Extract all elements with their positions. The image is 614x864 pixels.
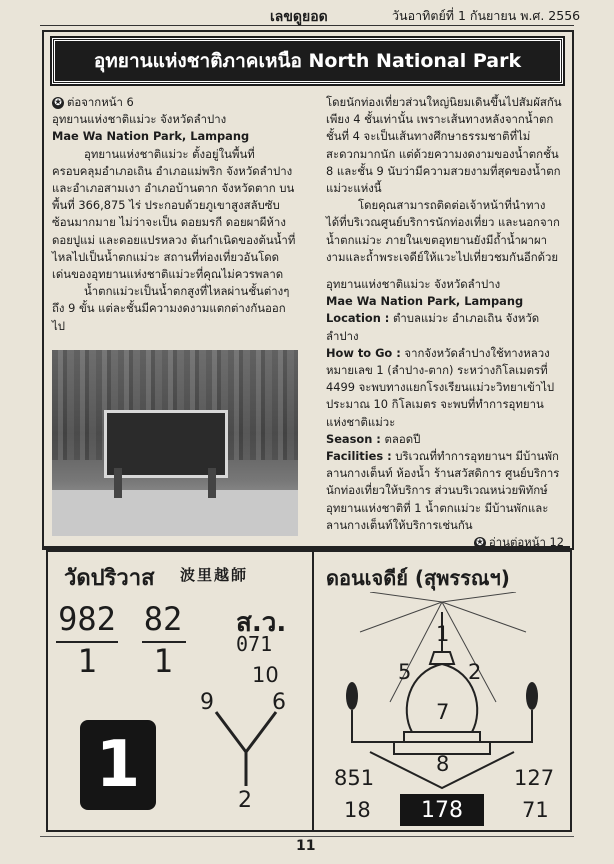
y-number-left: 9 [200, 690, 214, 715]
fraction-numerator: 82 [143, 600, 183, 638]
continued-to: อ่านต่อหน้า 12 [488, 535, 564, 550]
header-divider [40, 25, 574, 26]
waterfall-sign-photo [52, 350, 298, 536]
location-text: ตำบลแม่วะ อำเภอเถิน จังหวัดลำปาง [326, 311, 540, 343]
chedi-number-center: 7 [436, 700, 450, 724]
star-icon: ✪ [52, 97, 64, 109]
fraction-numerator: 982 [58, 600, 116, 638]
bottom-number-left: 18 [344, 798, 371, 822]
sw-number: 071 [236, 632, 273, 656]
chedi-number-bottom-left: 851 [334, 766, 375, 790]
chedi-number-top: 1 [436, 622, 450, 646]
subtitle-english: Mae Wa Nation Park, Lampang [326, 294, 524, 309]
paragraph: น้ำตกแม่วะเป็นน้ำตกสูงที่ไหลผ่านชั้นต่างๆ ถึง 9 ขั้น แต่ละชั้นมีความงดงามแตกต่างกันออกไป [52, 284, 290, 333]
sign-post [208, 468, 216, 498]
chedi-number-right: 2 [468, 660, 482, 684]
paragraph: อุทยานแห่งชาติแม่วะ ตั้งอยู่ในพื้นที่ครอบคลุมอำเภอเถิน อำเภอแม่พริก จังหวัดลำปาง และอำเภอสามเงา อำเภอบ้านตาก จังหวัดตาก บนพื้นที่ 366,875 ไร่ ประกอบด้วยภูเขาสูงสลับซับซ้อนมากมาย ไม่ว่าจะเป็น ดอยมรกี ดอยผาผีห้าง ดอยปูแม่ และดอยแปรหลวง ต้นกำเนิดของต้นน้ำที่ไหลไปเป็นน้ำตกแม่วะ สถานที่ท่องเที่ยวอันโดดเด่นของอุทยานแห่งชาติแม่วะที่คุณไม่ควรพลาด [52, 146, 296, 282]
subtitle-english: Mae Wa Nation Park, Lampang [52, 129, 250, 144]
number-ten: 10 [252, 663, 279, 687]
page-number: 11 [296, 838, 316, 854]
bottom-number-right: 71 [522, 798, 549, 822]
subtitle-thai: อุทยานแห่งชาติแม่วะ จังหวัดลำปาง [326, 277, 501, 292]
howto-text: จากจังหวัดลำปางใช้ทางหลวงหมายเลข 1 (ลำปาง-ตาก) ระหว่างกิโลเมตรที่ 4499 จะพบทางแยกโรงเรียนแม่วะวิทยาเข้าไปประมาณ 10 กิโลเมตร จะพบที่ทำการอุทยานแห่งชาติแม่วะ [326, 345, 555, 429]
right-column [326, 94, 564, 551]
chedi-number-base: 8 [436, 752, 450, 776]
candle-flame-right [526, 682, 538, 710]
bottom-number-highlight: 178 [400, 794, 484, 826]
subtitle-thai: อุทยานแห่งชาติแม่วะ จังหวัดลำปาง [52, 112, 227, 127]
section-divider [42, 546, 570, 548]
lottery-box-divider [312, 550, 314, 830]
chedi-base-top [404, 732, 480, 742]
header-magazine-name: เลขดูยอด [270, 9, 328, 25]
footer-divider [40, 836, 574, 837]
fraction-denominator: 1 [153, 642, 173, 680]
paragraph: โดยนักท่องเที่ยวส่วนใหญ่นิยมเดินขึ้นไปสัมผัสกันเพียง 4 ชั้นเท่านั้น เพราะเส้นทางหลังจากน้ำตกชั้นที่ 4 จะเป็นเส้นทางศึกษาธรรมชาติที่ไม่สะดวกมากนัก แต่ด้วยความงดงามของน้ำตกชั้น 8 และชั้น 9 นับว่ามีความสวยงามที่สุดของน้ำตกแม่วะแห่งนี้ [326, 95, 562, 196]
left-column [52, 94, 298, 335]
chedi-number-bottom-right: 127 [514, 766, 555, 790]
y-number-bottom: 2 [238, 788, 252, 813]
season-text: ตลอดปี [384, 431, 421, 446]
article-title: อุทยานแห่งชาติภาคเหนือ North National Park [52, 38, 563, 84]
candle-flame-left [346, 682, 358, 710]
sw-label: ส.ว. [236, 608, 287, 638]
chedi-number-left: 5 [398, 660, 412, 684]
howto-label: How to Go : [326, 345, 401, 360]
sign-post [114, 468, 122, 498]
ground [52, 490, 298, 536]
continued-from: ต่อจากหน้า 6 [67, 95, 134, 109]
paragraph: โดยคุณสามารถติดต่อเจ้าหน้าที่นำทางได้ที่บริเวณศูนย์บริการนักท่องเที่ยว และนอกจากน้ำตกแม่วะ ภายในเขตอุทยานยังมีถ้ำน้ำผาผางามและถ้ำพระเจดีย์ให้แวะไปเที่ยวชมกันอีกด้วย [326, 198, 560, 264]
temple-name-left: วัดปริวาส [64, 566, 155, 591]
y-branch-right [246, 712, 276, 752]
facilities-label: Facilities : [326, 449, 392, 464]
y-branch-left [216, 712, 246, 752]
y-number-right: 6 [272, 690, 286, 715]
facilities-text: บริเวณที่ทำการอุทยานฯ มีบ้านพักลานกางเต็นท์ ห้องน้ำ ร้านสวัสดิการ ศูนย์บริการนักท่องเที่ยวให้บริการ ส่วนบริเวณหน่วยพิทักษ์อุทยานแห่งชาติที่ 1 น้ำตกแม่วะ มีบ้านพักและลานกางเต็นท์ให้บริการเช่นกัน [326, 449, 560, 532]
fraction-denominator: 1 [77, 642, 97, 680]
header-date: วันอาทิตย์ที่ 1 กันยายน พ.ศ. 2556 [392, 8, 581, 23]
big-number-box: 1 [80, 720, 156, 810]
season-label: Season : [326, 431, 381, 446]
location-label: Location : [326, 311, 390, 326]
chinese-characters: 波里越師 [180, 566, 249, 584]
temple-name-right: ดอนเจดีย์ (สุพรรณฯ) [326, 566, 510, 590]
star-icon: ✪ [474, 537, 486, 549]
